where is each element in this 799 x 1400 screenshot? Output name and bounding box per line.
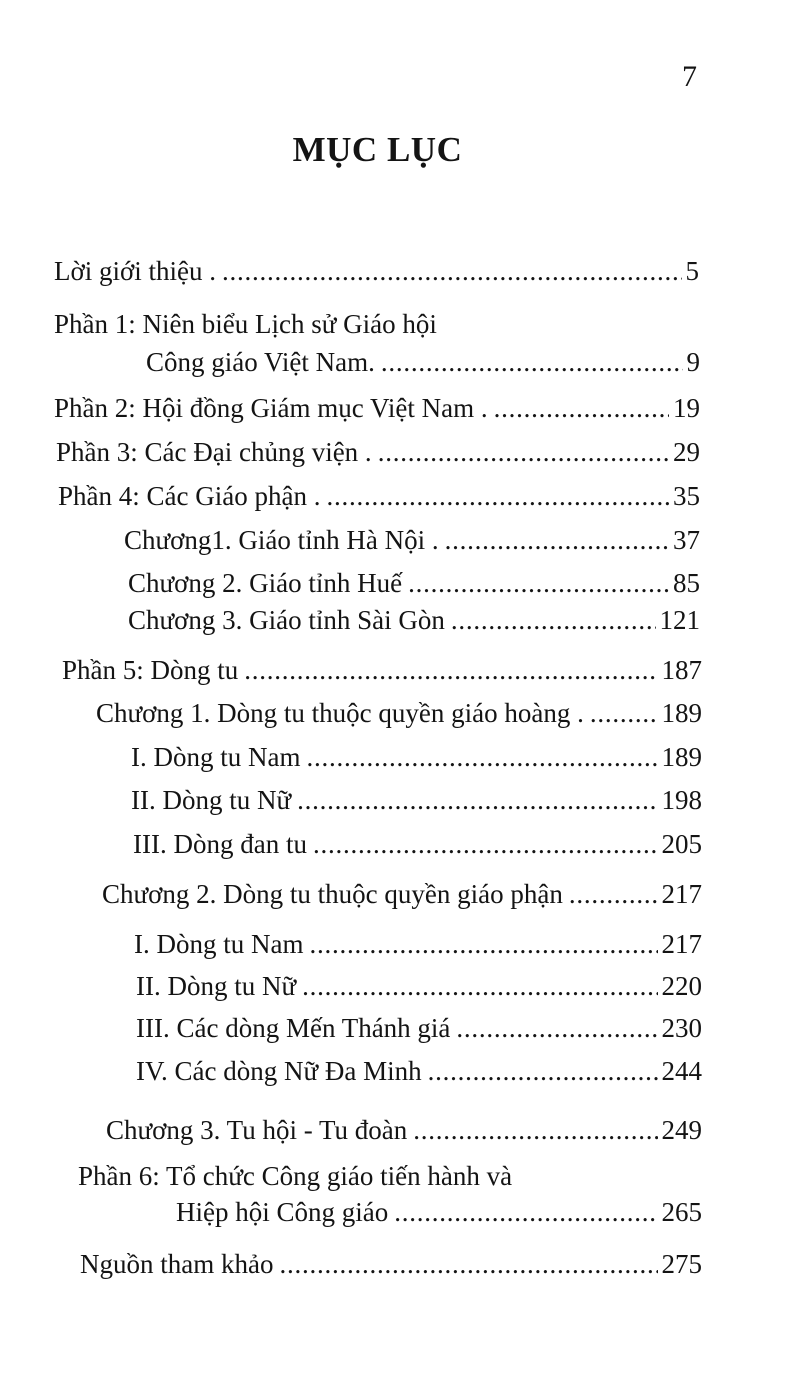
toc-entry-part1 [146,346,700,378]
toc-entry-page: 37 [673,525,700,555]
toc-entry-page: 205 [661,829,702,859]
toc-entry-part4-chapter1 [124,524,700,556]
toc-entry-page: 220 [661,971,702,1001]
toc-entry-part5-ch1-section1 [131,741,702,773]
toc-entry-label: II. Dòng tu Nữ [136,971,297,1001]
dot-leader [394,1196,657,1228]
page-number: 7 [682,60,697,93]
toc-entry-label: III. Các dòng Mến Thánh giá [136,1013,451,1043]
toc-entry-page: 187 [661,655,702,685]
dot-leader [326,480,669,512]
toc-entry-label: I. Dòng tu Nam [134,929,304,959]
dot-leader [297,784,657,816]
toc-entry-page: 19 [673,393,700,423]
dot-leader [309,928,657,960]
toc-entry-label: Chương 2. Giáo tỉnh Huế [128,568,403,598]
dot-leader [381,346,683,378]
toc-entry-part1-line1: Phần 1: Niên biểu Lịch sử Giáo hội [54,309,437,339]
toc-entry-page: 189 [661,698,702,728]
toc-entry-sources [80,1248,702,1280]
toc-entry-part5-chapter2 [102,878,702,910]
toc-entry-part5-ch1-section3 [133,828,702,860]
dot-leader [590,697,658,729]
dot-leader [222,255,681,287]
toc-entry-part6 [176,1196,702,1228]
toc-entry-label: I. Dòng tu Nam [131,742,301,772]
toc-entry-label: II. Dòng tu Nữ [131,785,292,815]
toc-entry-page: 249 [661,1115,702,1145]
dot-leader [494,392,669,424]
dot-leader [313,828,658,860]
toc-entry-label: Chương 3. Giáo tỉnh Sài Gòn [128,605,445,635]
toc-entry-label: Phần 5: Dòng tu [62,655,239,685]
toc-entry-part4-chapter2 [128,567,700,599]
dot-leader [428,1055,658,1087]
toc-entry-part5 [62,654,702,686]
toc-entry-part2 [54,392,700,424]
toc-entry-part5-chapter3 [106,1114,702,1146]
toc-entry-page: 265 [661,1197,702,1227]
dot-leader [445,524,669,556]
toc-entry-page: 275 [661,1249,702,1279]
toc-entry-page: 9 [686,347,700,377]
dot-leader [451,604,656,636]
dot-leader [378,436,669,468]
toc-entry-label: III. Dòng đan tu [133,829,307,859]
toc-entry-page: 244 [661,1056,702,1086]
toc-entry-part5-ch2-section4 [136,1055,702,1087]
toc-entry-label: Phần 2: Hội đồng Giám mục Việt Nam . [54,393,488,423]
toc-entry-label: Chương1. Giáo tỉnh Hà Nội . [124,525,439,555]
page-title: MỤC LỤC [292,130,463,169]
toc-entry-page: 35 [673,481,700,511]
dot-leader [413,1114,657,1146]
toc-entry-page: 121 [659,605,700,635]
toc-entry-part5-ch2-section2 [136,970,702,1002]
toc-entry-label: Phần 4: Các Giáo phận . [58,481,321,511]
toc-entry-page: 85 [673,568,700,598]
dot-leader [244,654,657,686]
toc-entry-page: 230 [661,1013,702,1043]
dot-leader [569,878,658,910]
toc-entry-label: Chương 2. Dòng tu thuộc quyền giáo phận [102,879,563,909]
toc-entry-label: Phần 3: Các Đại chủng viện . [56,437,372,467]
toc-entry-part5-ch2-section3 [136,1012,702,1044]
toc-entry-part3 [56,436,700,468]
dot-leader [408,567,669,599]
toc-entry-part6-line1: Phần 6: Tổ chức Công giáo tiến hành và [78,1161,513,1191]
toc-entry-part5-ch1-section2 [131,784,702,816]
toc-entry-part5-chapter1 [96,697,702,729]
toc-entry-part4 [58,480,700,512]
toc-entry-label: Chương 1. Dòng tu thuộc quyền giáo hoàng . [96,698,584,728]
dot-leader [302,970,657,1002]
toc-entry-page: 217 [661,929,702,959]
toc-entry-label: Nguồn tham khảo [80,1249,274,1279]
toc-entry-page: 198 [661,785,702,815]
toc-entry-label: Hiệp hội Công giáo [176,1197,389,1227]
toc-entry-page: 189 [661,742,702,772]
toc-entry-page: 5 [685,256,699,286]
toc-entry-label: Công giáo Việt Nam. [146,347,375,377]
toc-entry-label: Lời giới thiệu . [54,256,217,286]
toc-entry-part4-chapter3 [128,604,700,636]
toc-entry-label: IV. Các dòng Nữ Đa Minh [136,1056,422,1086]
toc-entry-part5-ch2-section1 [134,928,702,960]
dot-leader [306,741,657,773]
dot-leader [279,1248,657,1280]
dot-leader [456,1012,657,1044]
toc-entry-label: Chương 3. Tu hội - Tu đoàn [106,1115,408,1145]
toc-entry-page: 29 [673,437,700,467]
toc-entry-intro [54,255,699,287]
toc-entry-page: 217 [661,879,702,909]
